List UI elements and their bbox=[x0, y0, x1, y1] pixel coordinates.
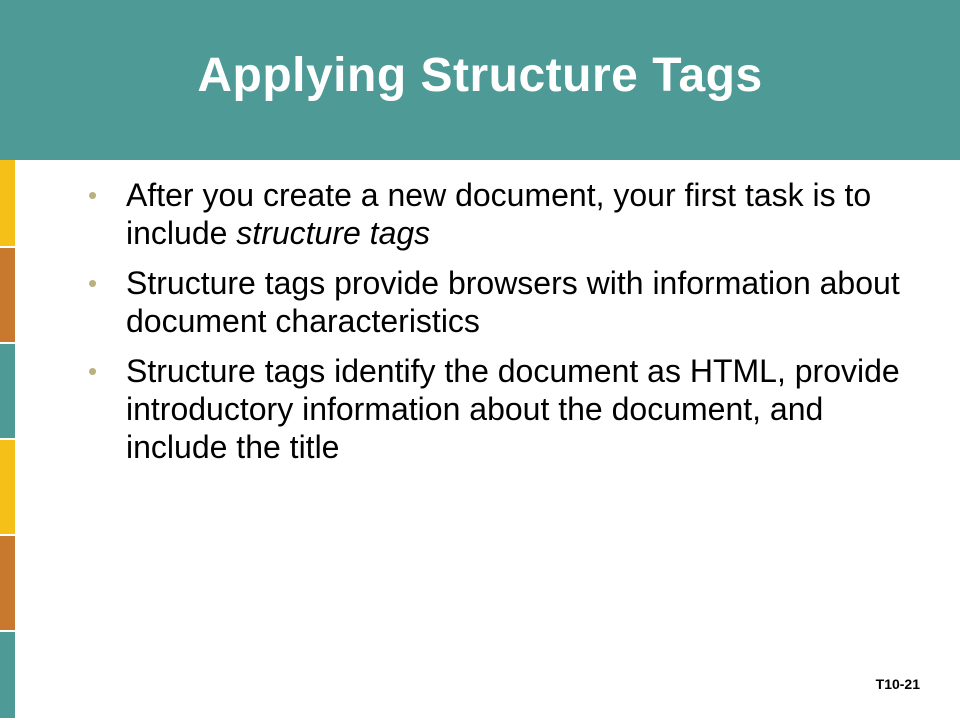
bullet-emphasis: structure tags bbox=[236, 215, 431, 251]
bullet-item bbox=[88, 176, 918, 252]
strip-segment bbox=[0, 160, 17, 248]
slide-title: Applying Structure Tags bbox=[197, 48, 763, 102]
bullet-icon: • bbox=[88, 180, 98, 210]
bullet-item bbox=[88, 264, 918, 340]
bullet-list bbox=[88, 176, 918, 478]
bullet-icon: • bbox=[88, 356, 98, 386]
strip-segment bbox=[0, 440, 17, 536]
slide-number: T10-21 bbox=[875, 676, 920, 692]
bullet-text: Structure tags provide browsers with information about document characteristics bbox=[126, 265, 900, 339]
bullet-icon: • bbox=[88, 268, 98, 298]
strip-segment bbox=[0, 248, 17, 344]
bullet-item bbox=[88, 352, 918, 466]
side-color-strip bbox=[0, 160, 17, 720]
strip-segment bbox=[0, 344, 17, 440]
bullet-text: Structure tags identify the document as HTML, provide introductory information about the document, and include the title bbox=[126, 353, 900, 465]
strip-segment bbox=[0, 536, 17, 632]
bullet-text: After you create a new document, your first task is to include bbox=[126, 177, 872, 251]
strip-segment bbox=[0, 632, 17, 720]
